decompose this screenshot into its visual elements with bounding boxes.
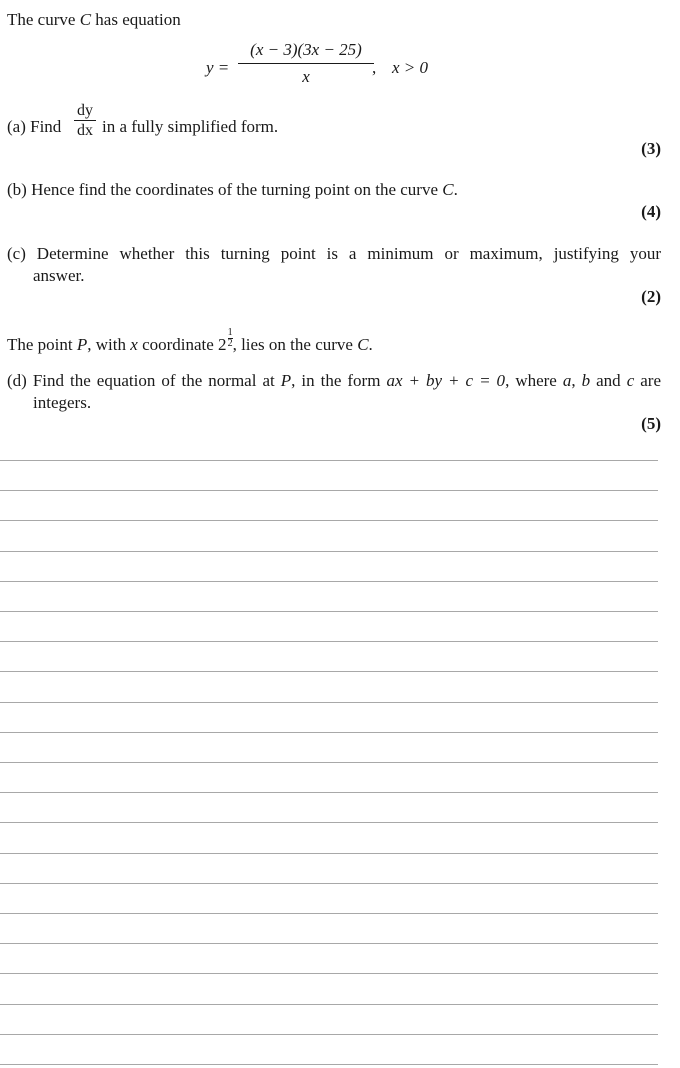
answer-line	[0, 762, 658, 763]
question-d-post: are	[634, 371, 661, 390]
b-symbol: b	[581, 371, 591, 390]
derivative-denominator: dx	[77, 122, 93, 139]
x-symbol: x	[130, 335, 138, 354]
answer-line	[0, 853, 658, 854]
question-d-marks: (5)	[641, 414, 661, 433]
equation-numerator: (x − 3)(3x − 25)	[250, 40, 362, 59]
p-mid2: coordinate 2	[137, 335, 227, 354]
intro-text	[7, 10, 181, 30]
answer-line	[0, 1004, 658, 1005]
equation-lhs: y =	[206, 58, 230, 77]
answer-line	[0, 641, 658, 642]
question-b-body: (b) Hence find the coordinates of the turning point on the curve	[7, 180, 443, 199]
question-d-line2: integers.	[33, 393, 92, 412]
equation-fraction	[238, 40, 377, 87]
derivative-bar	[74, 120, 96, 121]
question-b-text	[7, 180, 458, 200]
answer-line	[0, 913, 658, 914]
answer-line	[0, 943, 658, 944]
p-end: .	[368, 335, 373, 354]
question-a-text: in a fully simplified form.	[102, 117, 279, 136]
point-symbol: P	[76, 335, 88, 354]
question-c-line2: answer.	[33, 266, 85, 285]
answer-line	[0, 702, 658, 703]
curve-symbol: C	[442, 180, 454, 199]
intro-pre: The curve	[7, 10, 80, 29]
question-d-mid: , in the form	[291, 371, 387, 390]
answer-line	[0, 883, 658, 884]
point-p-statement	[7, 328, 373, 355]
answer-line	[0, 520, 658, 521]
derivative-numerator: dy	[77, 102, 93, 119]
curve-symbol: C	[79, 10, 92, 29]
derivative-fraction	[74, 102, 96, 139]
answer-line	[0, 460, 658, 461]
c-symbol: c	[626, 371, 635, 390]
answer-line	[0, 490, 658, 491]
p-pre: The point	[7, 335, 77, 354]
answer-line	[0, 1064, 658, 1065]
equation-comma: ,	[372, 58, 377, 77]
answer-line	[0, 1034, 658, 1035]
p-post: , lies on the curve	[232, 335, 358, 354]
equation-condition: x > 0	[392, 58, 429, 77]
question-c-line1: (c) Determine whether this turning point is a minimum or maximum, justifying your	[7, 244, 661, 263]
answer-line	[0, 611, 658, 612]
mixed-frac-den: 2	[227, 338, 233, 349]
question-a-label: (a) Find	[7, 117, 62, 136]
question-d-pre: (d) Find the equation of the normal at	[7, 371, 281, 390]
question-c-marks: (2)	[641, 287, 661, 306]
curve-symbol: C	[357, 335, 369, 354]
point-symbol: P	[280, 371, 292, 390]
question-d-line1	[7, 371, 661, 391]
question-d-and: and	[590, 371, 627, 390]
question-a-marks: (3)	[641, 139, 661, 158]
answer-line	[0, 732, 658, 733]
curve-equation	[206, 40, 446, 96]
a-symbol: a	[562, 371, 572, 390]
normal-form-equation: ax + by + c = 0	[386, 371, 506, 390]
question-d-sep: ,	[571, 371, 582, 390]
mixed-frac-num: 1	[227, 327, 233, 338]
answer-line	[0, 822, 658, 823]
answer-line	[0, 973, 658, 974]
equation-denominator: x	[302, 67, 310, 86]
answer-line	[0, 551, 658, 552]
question-d-mid2: , where	[505, 371, 563, 390]
intro-post: has equation	[91, 10, 181, 29]
answer-line	[0, 581, 658, 582]
p-mid: , with	[87, 335, 131, 354]
question-b-end: .	[453, 180, 458, 199]
answer-line	[0, 671, 658, 672]
question-b-marks: (4)	[641, 202, 661, 221]
answer-line	[0, 792, 658, 793]
